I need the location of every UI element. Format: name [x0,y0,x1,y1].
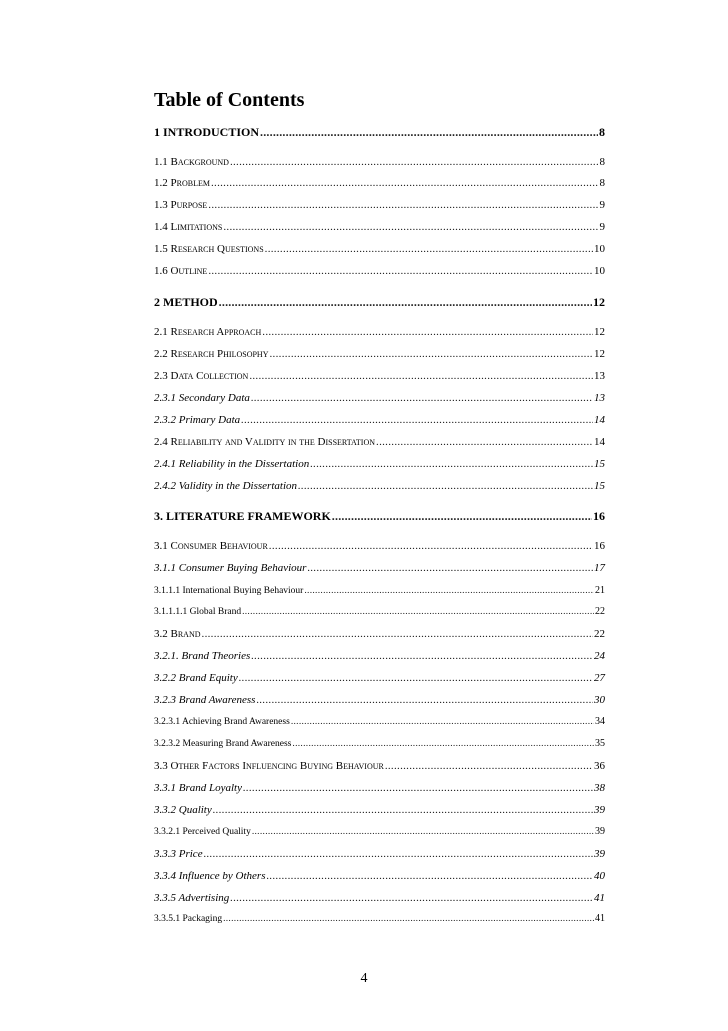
toc-entry-page: 34 [595,716,605,727]
toc-entry-page: 39 [594,848,605,860]
toc-entry [154,241,605,257]
toc-entry [154,802,605,818]
toc-entry-label: 3.1 Consumer Behaviour [154,540,268,552]
toc-entry-label: 1.5 Research Questions [154,243,264,255]
dot-leader [260,124,598,140]
toc-entry-page: 35 [595,738,605,749]
toc-entry [154,456,605,472]
dot-leader [298,478,593,494]
dot-leader [208,197,598,213]
dot-leader [251,390,593,406]
toc-entry [154,824,605,840]
toc-entry-page: 30 [594,694,605,706]
toc-entry [154,736,605,752]
toc-entry [154,604,605,620]
toc-entry-page: 40 [594,870,605,882]
toc-entry-page: 39 [594,804,605,816]
dot-leader [385,758,593,774]
dot-leader [243,780,593,796]
dot-leader [219,294,592,310]
toc-entry-label: 3.3.2 Quality [154,804,212,816]
toc-entry-label: 3.2.3 Brand Awareness [154,694,256,706]
toc-entry-label: 2.4.1 Reliability in the Dissertation [154,458,310,470]
toc-entry-label: 3.2.3.2 Measuring Brand Awareness [154,739,292,749]
toc-entry-label: 3.2.1. Brand Theories [154,650,251,662]
toc-entry [154,890,605,906]
toc-entry-page: 10 [594,265,605,277]
toc-entry-label: 1.3 Purpose [154,199,208,211]
toc-entry [154,846,605,862]
dot-leader [265,241,593,257]
toc-entry-label: 2.2 Research Philosophy [154,348,269,360]
toc-entry [154,508,605,524]
toc-entry [154,154,605,170]
toc-entry [154,346,605,362]
toc-entry-label: 3. LITERATURE FRAMEWORK [154,509,331,523]
dot-leader [252,824,594,840]
dot-leader [242,604,594,620]
toc-entry-label: 3.1.1.1.1 Global Brand [154,607,242,617]
toc-entry-label: 1.2 Problem [154,177,210,189]
toc-entry [154,434,605,450]
dot-leader [291,714,594,730]
toc-entry [154,124,605,140]
toc-entry-page: 41 [594,892,605,904]
dot-leader [307,560,593,576]
toc-entry-label: 1 INTRODUCTION [154,125,260,139]
toc-entry-label: 2.4.2 Validity in the Dissertation [154,480,297,492]
toc-entry [154,478,605,494]
dot-leader [202,626,593,642]
dot-leader [230,154,599,170]
dot-leader [269,538,593,554]
dot-leader [223,911,594,927]
toc-entry-label: 2.3 Data Collection [154,370,249,382]
dot-leader [332,508,592,524]
toc-entry-label: 3.3.3 Price [154,848,203,860]
dot-leader [223,219,598,235]
toc-entry-label: 3.3 Other Factors Influencing Buying Behaviour [154,760,384,772]
toc-entry-page: 22 [594,628,605,640]
dot-leader [239,670,593,686]
toc-entry-page: 15 [594,480,605,492]
toc-entry-page: 41 [595,913,605,924]
page-number: 4 [360,971,368,986]
toc-entry [154,538,605,554]
dot-leader [310,456,593,472]
toc-entry-label: 2.3.1 Secondary Data [154,392,250,404]
toc-entry-page: 8 [599,125,605,139]
toc-entry [154,390,605,406]
toc-entry-page: 16 [593,509,605,523]
toc-entry-label: 1.6 Outline [154,265,208,277]
toc-entry [154,714,605,730]
toc-entry-page: 13 [594,370,605,382]
toc-entry-page: 17 [594,562,605,574]
dot-leader [292,736,594,752]
toc-entry-page: 8 [599,156,605,168]
toc-entry [154,219,605,235]
toc-entry-page: 15 [594,458,605,470]
toc-entry-page: 12 [593,295,605,309]
toc-entry [154,868,605,884]
toc-entry [154,368,605,384]
toc-entry [154,911,605,927]
dot-leader [213,802,593,818]
dot-leader [249,368,593,384]
toc-entry-label: 3.2.3.1 Achieving Brand Awareness [154,717,290,727]
dot-leader [211,175,599,191]
toc-entry-page: 10 [594,243,605,255]
toc-entry-page: 39 [595,826,605,837]
toc-entry-label: 2.1 Research Approach [154,326,262,338]
toc-entry [154,263,605,279]
toc-entry-page: 13 [594,392,605,404]
toc-entry-label: 2.3.2 Primary Data [154,414,241,426]
dot-leader [304,583,594,599]
toc-entry-label: 2.4 Reliability and Validity in the Dissertation [154,436,376,448]
toc-entry-page: 14 [594,436,605,448]
toc-entry-page: 21 [595,585,605,596]
toc-entry [154,692,605,708]
toc-entry [154,670,605,686]
toc-entry [154,294,605,310]
toc-entry [154,175,605,191]
toc-entry-page: 12 [594,348,605,360]
toc-entry-page: 24 [594,650,605,662]
toc-entry-page: 12 [594,326,605,338]
dot-leader [241,412,593,428]
toc-entry-page: 22 [595,606,605,617]
toc-entry [154,780,605,796]
toc-entry [154,412,605,428]
toc-entry [154,324,605,340]
dot-leader [267,868,594,884]
toc-entry-page: 9 [599,221,605,233]
toc-entry-page: 9 [599,199,605,211]
toc-entry [154,560,605,576]
toc-entry-label: 1.4 Limitations [154,221,223,233]
dot-leader [251,648,593,664]
toc-entry-label: 3.3.1 Brand Loyalty [154,782,242,794]
toc-entry [154,626,605,642]
toc-entry-page: 38 [594,782,605,794]
toc-entry-label: 3.1.1.1 International Buying Behaviour [154,586,304,596]
toc-entry [154,758,605,774]
toc-entry-label: 3.1.1 Consumer Buying Behaviour [154,562,307,574]
dot-leader [204,846,593,862]
dot-leader [262,324,593,340]
dot-leader [230,890,593,906]
dot-leader [256,692,593,708]
toc-entry [154,197,605,213]
toc-entry-label: 3.2 Brand [154,628,201,640]
toc-entry [154,583,605,599]
toc-entry-label: 3.3.2.1 Perceived Quality [154,827,251,837]
toc-entry-page: 16 [594,540,605,552]
toc-entry-label: 2 METHOD [154,295,218,309]
dot-leader [376,434,593,450]
toc-entry-page: 8 [599,177,605,189]
toc-entry-label: 3.3.5 Advertising [154,892,230,904]
toc-entry-page: 14 [594,414,605,426]
toc-entry-label: 3.2.2 Brand Equity [154,672,238,684]
dot-leader [270,346,594,362]
toc-entry-page: 36 [594,760,605,772]
dot-leader [208,263,593,279]
toc-entry-page: 27 [594,672,605,684]
toc-entry-label: 1.1 Background [154,156,229,168]
toc-entry-label: 3.3.4 Influence by Others [154,870,266,882]
toc-entry [154,648,605,664]
toc-entry-label: 3.3.5.1 Packaging [154,914,223,924]
page-title: Table of Contents [154,89,305,111]
